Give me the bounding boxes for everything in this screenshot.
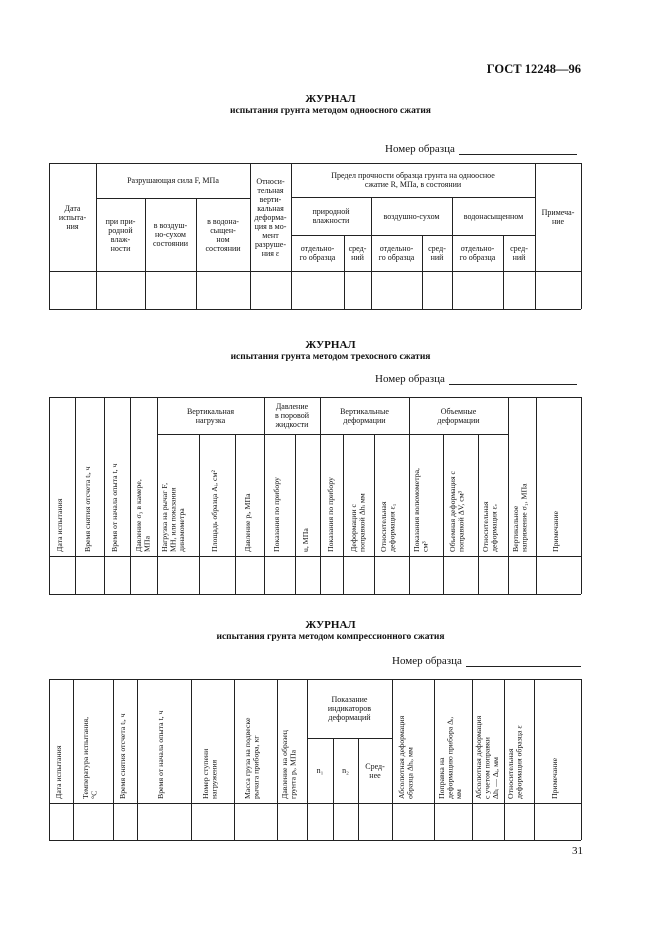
- journal2-subtitle: испытания грунта методом трехосного сжатия: [230, 352, 431, 362]
- sample-label: Номер образца: [392, 655, 462, 667]
- group-vertical-deformation: Вертикальные деформации: [340, 406, 389, 425]
- col-note: Примечание: [551, 510, 560, 552]
- group-indicators: Показание индикаторов деформаций: [327, 695, 372, 722]
- journal3-subtitle: испытания грунта методом компрессионного сжатия: [216, 632, 445, 642]
- col-corrected-deformation: Абсолютная деформация с учетом поправки Δhᵢ — Δᵢ, мм: [474, 715, 500, 799]
- indicator-n2: n₂: [342, 766, 349, 775]
- single-dry: отдельно- го образца: [378, 244, 415, 262]
- col-reading-time: Время снятия отсчета tᵢ, ч: [83, 466, 92, 552]
- col-sample-area: Площадь образца Aᵢ, см²: [210, 470, 219, 552]
- journal1-title: ЖУРНАЛ: [305, 93, 356, 105]
- state-dry: воздушно-сухом: [383, 211, 440, 221]
- force-saturated: в водона- сыщен- ном состоянии: [205, 216, 241, 253]
- mean-saturated: сред- ний: [510, 244, 528, 262]
- col-note: Примеча- ние: [541, 208, 575, 226]
- col-absolute-deformation: Абсолютная деформация образца Δhᵢ, мм: [397, 715, 415, 799]
- journal2-title: ЖУРНАЛ: [305, 339, 356, 351]
- indicator-n1: n₁: [316, 766, 324, 775]
- col-note: Примечание: [550, 757, 559, 799]
- sample-label: Номер образца: [385, 143, 455, 155]
- mean-dry: сред- ний: [428, 244, 446, 262]
- col-test-date: Дата испытания: [54, 745, 63, 799]
- journal1-subtitle: испытания грунта методом одноосного сжатия: [230, 106, 431, 116]
- state-natural: природной влажности: [312, 207, 350, 225]
- page-number: 31: [572, 845, 583, 857]
- col-temperature: Температура испытания, °С: [81, 716, 99, 799]
- col-load-mass: Масса груза на подвеске рычага прибора, кг: [243, 717, 261, 799]
- col-pore-u: u, МПа: [301, 528, 310, 552]
- col-test-date: Дата испытания: [55, 498, 64, 552]
- col-chamber-pressure: Давление σ₃ в камере, МПа: [134, 479, 152, 552]
- group-pore-pressure: Давление в поровой жидкости: [274, 402, 310, 429]
- standard-code: ГОСТ 12248—96: [486, 62, 581, 76]
- journal3-title: ЖУРНАЛ: [305, 619, 356, 631]
- col-date: Дата испыта- ния: [58, 203, 87, 231]
- col-vdef-relative: Относительная деформация ε₁: [379, 501, 397, 552]
- force-natural: при при- родной влаж- ности: [105, 216, 136, 253]
- indicator-average: Сред- нее: [365, 761, 385, 780]
- col-load-step: Номер ступени нагружения: [201, 748, 219, 799]
- col-pressure-pi: Давление pᵢ, МПа: [243, 493, 252, 552]
- col-reading-time: Время снятия отсчета tᵢ, ч: [118, 713, 127, 799]
- col-volume-relative: Относительная деформация εᵥ: [481, 501, 499, 552]
- col-elapsed-time: Время от начала опыта t, ч: [156, 710, 165, 799]
- col-lever-load: Нагрузка на рычаг F, МН, или показания динамометра: [160, 482, 186, 552]
- col-volumeter-reading: Показания волюмометра, см³: [412, 467, 430, 552]
- col-vdef-corrected: Деформации с поправкой Δhᵢ мм: [349, 493, 367, 552]
- single-saturated: отдельно- го образца: [459, 244, 496, 262]
- col-deformation: Относи- тельная верти- кальная деформа- ция в мо- мент разруше- ния ε: [254, 176, 287, 258]
- col-volume-corrected: Объемная деформация с поправкой ΔV, см³: [448, 471, 466, 552]
- single-natural: отдельно- го образца: [299, 244, 336, 262]
- col-relative-deformation: Относительная деформация образца ε: [506, 725, 524, 799]
- group-strength: Предел прочности образца грунта на одноосное сжатие R, МПа, в состоянии: [331, 171, 495, 189]
- col-vdef-reading: Показания по прибору: [326, 477, 335, 552]
- col-elapsed-time: Время от начала опыта t, ч: [110, 463, 119, 552]
- group-volume-deformation: Объемные деформации: [437, 406, 480, 425]
- group-vertical-load: Вертикальная нагрузка: [186, 406, 235, 425]
- state-saturated: водонасыщенном: [463, 211, 524, 221]
- col-device-correction: Поправка на деформацию прибора Δᵢ, мм: [437, 716, 463, 799]
- col-pressure: Давление на образец грунта pᵢ, МПа: [280, 730, 298, 799]
- col-pore-reading: Показания по прибору: [272, 477, 281, 552]
- col-vertical-stress: Вертикальное напряжение σ₁, МПа: [511, 483, 529, 552]
- group-force: Разрушающая сила F, МПа: [127, 176, 219, 185]
- force-dry: в воздуш- но-сухом состоянии: [152, 221, 189, 248]
- mean-natural: сред- ний: [348, 244, 367, 262]
- sample-label: Номер образца: [375, 373, 445, 385]
